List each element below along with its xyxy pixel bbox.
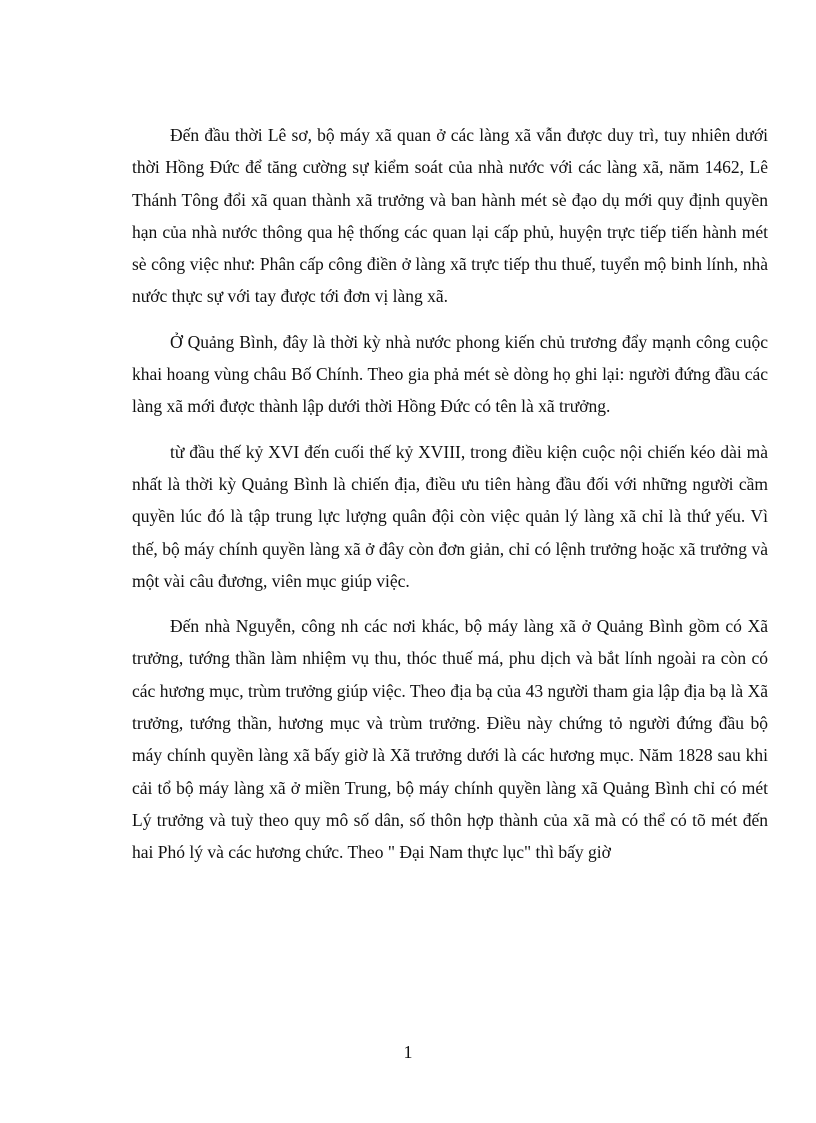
body-text bbox=[132, 119, 768, 882]
paragraph-1: Đến đầu thời Lê sơ, bộ máy xã quan ở các làng xã vẫn được duy trì, tuy nhiên dưới thời Hồng Đức để tăng cường sự kiểm soát của nhà nước với các làng xã, năm 1462, Lê Thánh Tông đổi xã quan thành xã trưởng và ban hành mét sè đạo dụ mới quy định quyền hạn của nhà nước thông qua hệ thống các quan lại cấp phủ, huyện trực tiếp tiến hành mét sè công việc như: Phân cấp công điền ở làng xã trực tiếp thu thuế, tuyển mộ binh lính, nhà nước thực sự với tay được tới đơn vị làng xã. bbox=[132, 125, 768, 307]
page-number: 1 bbox=[403, 1042, 413, 1062]
paragraph-4: Đến nhà Nguyễn, công nh các nơi khác, bộ máy làng xã ở Quảng Bình gồm có Xã trưởng, tướng thần làm nhiệm vụ thu, thóc thuế má, phu dịch và bắt lính ngoài ra còn có các hương mục, trùm trưởng giúp việc. Theo địa bạ của 43 người tham gia lập địa bạ là Xã trưởng, tướng thần, hương mục và trùm trưởng. Điều này chứng tỏ người đứng đầu bộ máy chính quyền làng xã bấy giờ là Xã trưởng dưới là các hương mục. Năm 1828 sau khi cải tổ bộ máy làng xã ở miền Trung, bộ máy chính quyền làng xã Quảng Bình chỉ có mét Lý trưởng và tuỳ theo quy mô số dân, số thôn hợp thành của xã mà có thể có tõ mét đến hai Phó lý và các hương chức. Theo " Đại Nam thực lục" thì bấy giờ bbox=[132, 616, 768, 863]
paragraph-2: Ở Quảng Bình, đây là thời kỳ nhà nước phong kiến chủ trương đẩy mạnh công cuộc khai hoang vùng châu Bố Chính. Theo gia phả mét sè dòng họ ghi lại: người đứng đầu các làng xã mới được thành lập dưới thời Hồng Đức có tên là xã trưởng. bbox=[132, 331, 768, 417]
paragraph-3: từ đầu thế kỷ XVI đến cuối thế kỷ XVIII, trong điều kiện cuộc nội chiến kéo dài mà nhất là thời kỳ Quảng Bình là chiến địa, điều ưu tiên hàng đầu đối với những người cầm quyền lúc đó là tập trung lực lượng quân đội còn việc quản lý làng xã chỉ là thứ yếu. Vì thế, bộ máy chính quyền làng xã ở đây còn đơn giản, chỉ có lệnh trưởng hoặc xã trưởng và một vài câu đương, viên mục giúp việc. bbox=[132, 441, 768, 591]
